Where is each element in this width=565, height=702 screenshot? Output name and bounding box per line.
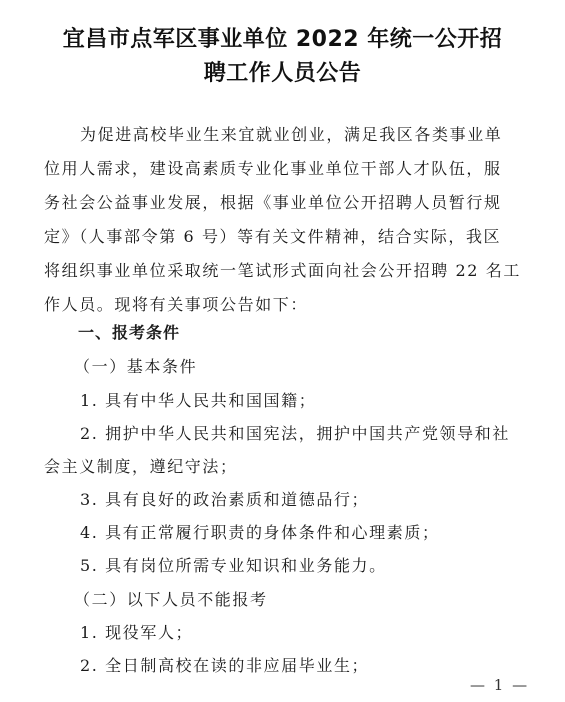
intro-line-3: 务社会公益事业发展，根据《事业单位公开招聘人员暂行规 — [44, 193, 502, 212]
intro-line-6: 作人员。现将有关事项公告如下： — [44, 295, 309, 314]
excluded-item-1: 1. 现役军人； — [80, 623, 194, 642]
subsection-heading-basic: （一）基本条件 — [74, 357, 198, 376]
condition-item-2-cont: 会主义制度，遵纪守法； — [44, 457, 238, 476]
condition-item-5: 5. 具有岗位所需专业知识和业务能力。 — [80, 556, 387, 575]
document-title-line-2: 聘工作人员公告 — [203, 61, 362, 86]
section-heading-requirements: 一、报考条件 — [78, 323, 181, 342]
intro-line-1: 为促进高校毕业生来宜就业创业，满足我区各类事业单 — [80, 125, 503, 144]
intro-line-2: 位用人需求，建设高素质专业化事业单位干部人才队伍，服 — [44, 159, 502, 178]
intro-line-5: 将组织事业单位采取统一笔试形式面向社会公开招聘 22 名工 — [44, 261, 521, 280]
condition-item-2: 2. 拥护中华人民共和国宪法，拥护中国共产党领导和社 — [80, 424, 510, 443]
subsection-heading-excluded: （二）以下人员不能报考 — [74, 590, 268, 609]
condition-item-3: 3. 具有良好的政治素质和道德品行； — [80, 490, 370, 509]
condition-item-4: 4. 具有正常履行职责的身体条件和心理素质； — [80, 523, 440, 542]
excluded-item-2: 2. 全日制高校在读的非应届毕业生； — [80, 656, 370, 675]
intro-line-4: 定》（人事部令第 6 号）等有关文件精神，结合实际，我区 — [44, 227, 502, 246]
condition-item-1: 1. 具有中华人民共和国国籍； — [80, 391, 317, 410]
document-title-line-1: 宜昌市点军区事业单位 2022 年统一公开招 — [62, 27, 503, 52]
page-number: — 1 — — [470, 676, 530, 694]
